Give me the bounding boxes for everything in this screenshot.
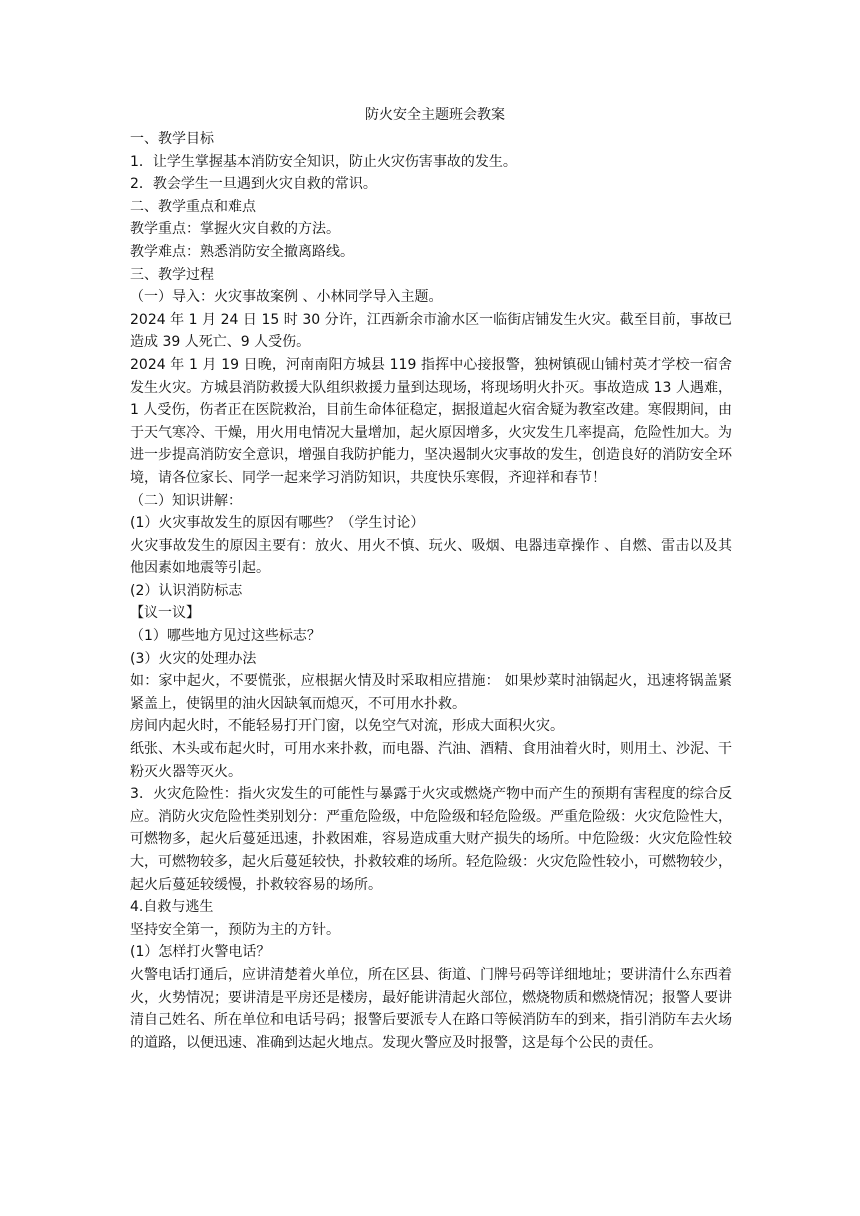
goal-item-2: 2．教会学生一旦遇到火灾自救的常识。 — [130, 176, 377, 193]
goal-item-1: 1．让学生掌握基本消防安全知识，防止火灾伤害事故的发生。 — [130, 153, 517, 170]
answer-fire-causes: 火灾事故发生的原因主要有：放火、用火不慎、玩火、吸烟、电器违章操作 、自燃、雷击以及其他因素如地震等引起。 — [130, 537, 732, 577]
subheading-fire-signs: (2）认识消防标志 — [130, 582, 243, 599]
heading-key-points: 二、教学重点和难点 — [130, 198, 256, 215]
discussion-question: （1）哪些地方见过这些标志？ — [130, 628, 321, 645]
heading-self-rescue: 4.自救与逃生 — [130, 899, 214, 916]
key-point: 教学重点：掌握火灾自救的方法。 — [130, 221, 340, 238]
handling-material-fire: 纸张、木头或布起火时，可用水来扑救，而电器、汽油、酒精、食用油着火时，则用土、沙泥、干粉灭火器等灭火。 — [130, 741, 732, 780]
heading-teaching-process: 三、教学过程 — [130, 266, 214, 283]
section-knowledge: （二）知识讲解： — [130, 492, 242, 509]
discussion-label: 【议一议】 — [130, 605, 200, 622]
case-paragraph-fangcheng: 2024 年 1 月 19 日晚，河南南阳方城县 119 指挥中心接报警，独树镇砚山铺村英才学校一宿舍发生火灾。方城县消防救援大队组织救援力量到达现场，将现场明火扑灭。事故造成 13 人遇难，1 人受伤，伤者正在医院救治，目前生命体征稳定，据报道起火宿舍疑为教室改建。寒假期间，由于天气寒冷、干燥，用火用电情况大量增加，起火原因增多，火灾发生几率提高，危险性加大。为进一步提高消防安全意识，增强自我防护能力，坚决遏制火灾事故的发生，创造良好的消防安全环境，请各位家长、同学一起来学习消防知识，共度快乐寒假，齐迎祥和春节！ — [130, 356, 732, 486]
heading-teaching-goals: 一、教学目标 — [130, 131, 214, 147]
case-paragraph-xinyu: 2024 年 1 月 24 日 15 时 30 分许，江西新余市渝水区一临街店铺发生火灾。截至目前，事故已造成 39 人死亡、9 人受伤。 — [130, 311, 732, 351]
document-title: 防火安全主题班会教案 — [365, 107, 505, 123]
difficult-point: 教学难点：熟悉消防安全撤离路线。 — [130, 243, 354, 260]
handling-kitchen-fire: 如：家中起火，不要慌张，应根据火情及时采取相应措施： 如果炒菜时油锅起火，迅速将锅盖紧紧盖上，使锅里的油火因缺氧而熄灭，不可用水扑救。 — [130, 673, 732, 712]
subheading-fire-handling: (3）火灾的处理办法 — [130, 650, 257, 667]
question-fire-causes: (1）火灾事故发生的原因有哪些？（学生讨论） — [130, 515, 425, 532]
safety-policy: 坚持安全第一，预防为主的方针。 — [130, 921, 340, 938]
question-fire-call: (1）怎样打火警电话？ — [130, 944, 271, 961]
answer-fire-call: 火警电话打通后，应讲清楚着火单位，所在区县、街道、门牌号码等详细地址；要讲清什么东西着火，火势情况；要讲清是平房还是楼房，最好能讲清起火部位，燃烧物质和燃烧情况；报警人要讲清自己姓名、所在单位和电话号码；报警后要派专人在路口等候消防车的到来，指引消防车去火场的道路，以便迅速、准确到达起火地点。发现火警应及时报警，这是每个公民的责任。 — [130, 966, 732, 1051]
fire-hazard-paragraph: 3．火灾危险性：指火灾发生的可能性与暴露于火灾或燃烧产物中而产生的预期有害程度的综合反应。消防火灾危险性类别划分：严重危险级，中危险级和轻危险级。严重危险级：火灾危险性大，可燃物多，起火后蔓延迅速，扑救困难，容易造成重大财产损失的场所。中危险级：火灾危险性较大，可燃物较多，起火后蔓延较快，扑救较难的场所。轻危险级：火灾危险性较小，可燃物较少，起火后蔓延较缓慢，扑救较容易的场所。 — [130, 786, 732, 893]
section-introduction: （一）导入：火灾事故案例 、小林同学导入主题。 — [130, 289, 443, 306]
handling-room-fire: 房间内起火时，不能轻易打开门窗，以免空气对流，形成大面积火灾。 — [130, 718, 564, 735]
